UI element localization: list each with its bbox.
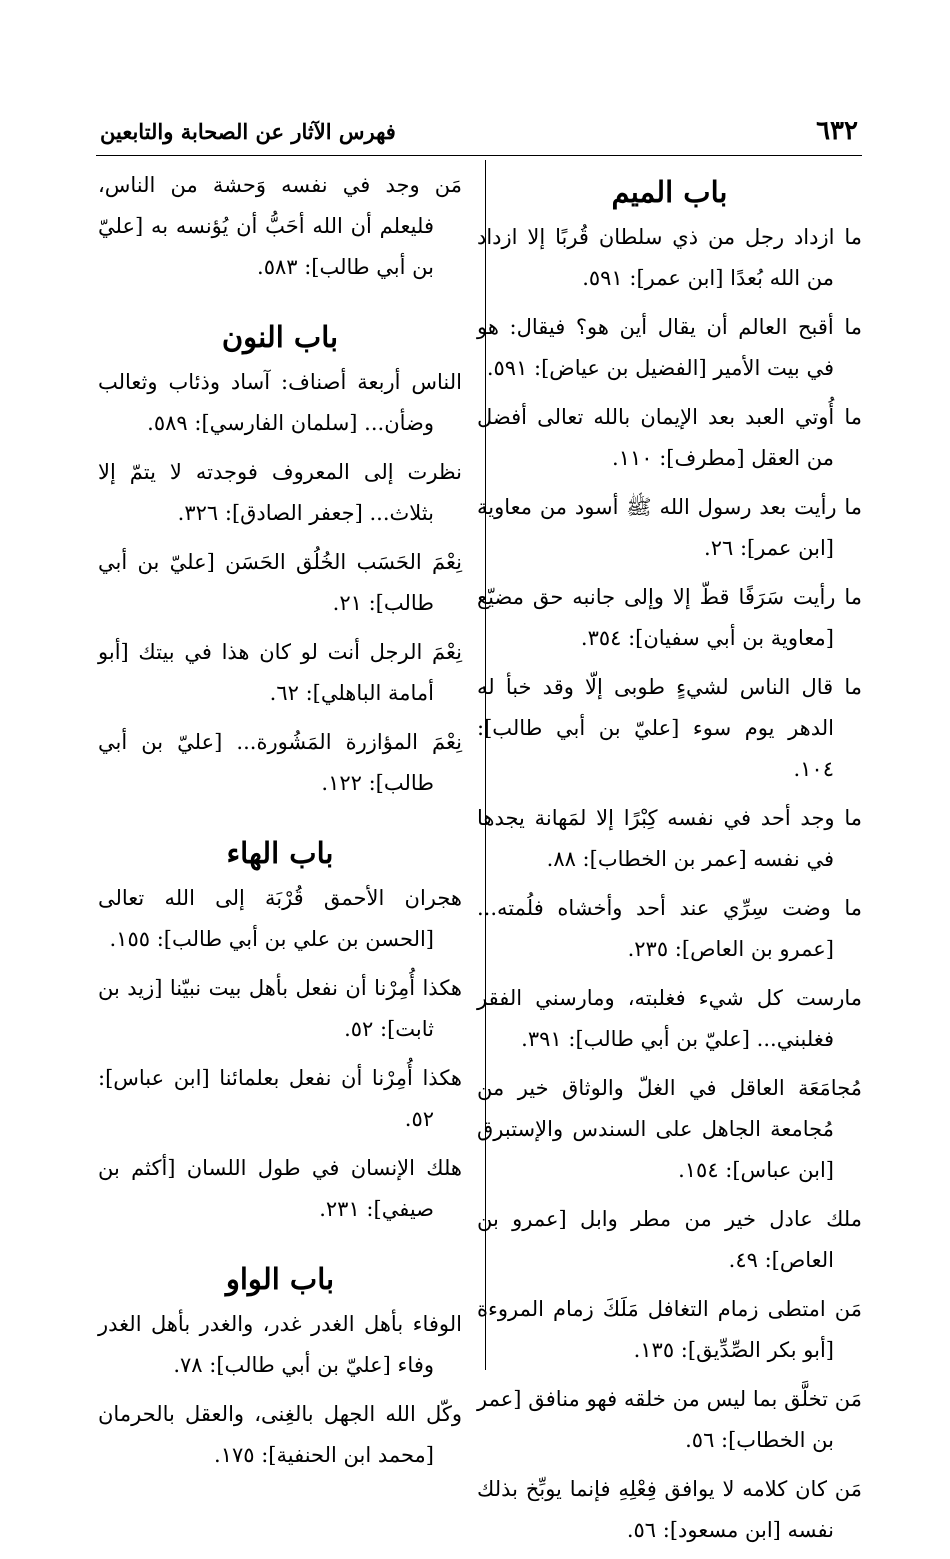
section-heading-meem: باب الميم [611,175,728,209]
index-entry: هجران الأحمق قُرْبَة إلى الله تعالى [الحسن بن علي بن أبي طالب]: ١٥٥. [98,886,462,951]
index-entry: مَن امتطى زمام التغافل مَلَكَ زمام المروءة [أبو بكر الصِّدِّيق]: ١٣٥. [477,1297,862,1362]
index-entry: ما أقبح العالم أن يقال أين هو؟ فيقال: هو في بيت الأمير [الفضيل بن عياض]: ٥٩١. [477,315,862,380]
index-entry: ما وجد أحد في نفسه كِبْرًا إلا لمَهانة يجدها في نفسه [عمر بن الخطاب]: ٨٨. [477,806,862,871]
index-entry: ما رأيت سَرَفًا قطّ إلا وإلى جانبه حق مضيّع [معاوية بن أبي سفيان]: ٣٥٤. [477,585,862,650]
index-entry: مارست كل شيء فغلبته، ومارسني الفقر فغلبني... [عليّ بن أبي طالب]: ٣٩١. [477,986,862,1051]
index-entry: هلك الإنسان في طول اللسان [أكثم بن صيفي]: ٢٣١. [98,1156,462,1221]
index-entry: مُجامَعَة العاقل في الغلّ والوثاق خير من مُجامعة الجاهل على السندس والإستبرق [ابن عباس]: ١٥٤. [477,1076,862,1182]
index-entry: وكّل الله الجهل بالغِنى، والعقل بالحرمان [محمد ابن الحنفية]: ١٧٥. [98,1402,462,1467]
header-rule [96,155,862,156]
running-head-title: فهرس الآثار عن الصحابة والتابعين [100,118,396,144]
index-entry: ما رأيت بعد رسول الله ﷺ أسود من معاوية [ابن عمر]: ٢٦. [477,495,862,560]
section-heading-noon: باب النون [221,320,339,354]
index-entry: ملك عادل خير من مطر وابل [عمرو بن العاص]: ٤٩. [477,1207,862,1272]
left-column [98,165,462,1484]
index-entry: ما وضت سِرِّي عند أحد وأخشاه فلُمته... [عمرو بن العاص]: ٢٣٥. [477,896,862,961]
index-entry: ما أُوتي العبد بعد الإيمان بالله تعالى أفضل من العقل [مطرف]: ١١٠. [477,405,862,470]
index-entry: مَن تخلَّق بما ليس من خلقه فهو منافق [عمر بن الخطاب]: ٥٦. [477,1387,862,1452]
index-entry: مَن وجد في نفسه وَحشة من الناس، فليعلم أن الله أحَبُّ أن يُؤنسه به [عليّ بن أبي طالب]: ٥٨٣. [98,173,462,279]
index-entry: ما ازداد رجل من ذي سلطان قُربًا إلا ازداد من الله بُعدًا [ابن عمر]: ٥٩١. [477,225,862,290]
right-column [477,165,862,1559]
page-number: ٦٣٢ [816,116,858,146]
running-head [100,108,858,154]
index-entry: نِعْمَ الحَسَب الخُلُق الحَسَن [عليّ بن أبي طالب]: ٢١. [98,550,462,615]
index-entry: هكذا أُمِرْنا أن نفعل بأهل بيت نبيّنا [زيد بن ثابت]: ٥٢. [98,976,462,1041]
index-entry: هكذا أُمِرْنا أن نفعل بعلمائنا [ابن عباس]: ٥٢. [98,1066,462,1131]
section-heading-haa: باب الهاء [226,836,334,870]
section-heading-waw: باب الواو [225,1262,335,1296]
index-entry: نِعْمَ الرجل أنت لو كان هذا في بيتك [أبو أمامة الباهلي]: ٦٢. [98,640,462,705]
index-entry: مَن كان كلامه لا يوافق فِعْلِهِ فإنما يوبِّخ بذلك نفسه [ابن مسعود]: ٥٦. [477,1477,862,1542]
index-entry: ما قال الناس لشيءٍ طوبى إلّا وقد خبأ له الدهر يوم سوء [عليّ بن أبي طالب]: ١٠٤. [477,675,862,781]
index-entry: الوفاء بأهل الغدر غدر، والغدر بأهل الغدر وفاء [عليّ بن أبي طالب]: ٧٨. [98,1312,462,1377]
index-entry: نظرت إلى المعروف فوجدته لا يتمّ إلا بثلاث... [جعفر الصادق]: ٣٢٦. [98,460,462,525]
index-entry: نِعْمَ المؤازرة المَشُورة... [عليّ بن أبي طالب]: ١٢٢. [98,730,462,795]
index-entry: الناس أربعة أصناف: آساد وذئاب وثعالب وضأن... [سلمان الفارسي]: ٥٨٩. [98,370,462,435]
